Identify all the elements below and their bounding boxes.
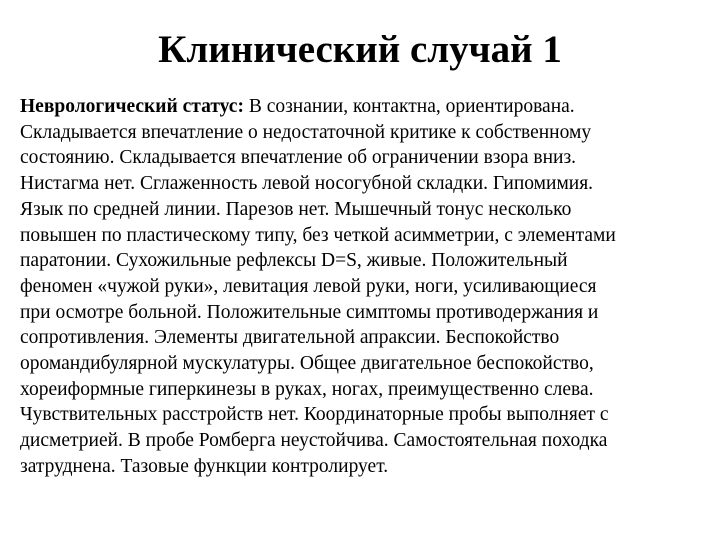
text-line: Чувствительных расстройств нет. Координаторные пробы выполняет с <box>20 404 609 426</box>
text-line: затруднена. Тазовые функции контролирует. <box>20 455 389 477</box>
text-line: Нистагма нет. Сглаженность левой носогубной складки. Гипомимия. <box>20 173 594 195</box>
neurological-status-paragraph <box>20 94 710 480</box>
text-line: феномен «чужой руки», левитация левой руки, ноги, усиливающиеся <box>20 275 597 297</box>
text-line: сопротивления. Элементы двигательной апраксии. Беспокойство <box>20 327 560 349</box>
text-line: дисметрией. В пробе Ромберга неустойчива. Самостоятельная походка <box>20 430 608 452</box>
text-line: Язык по средней линии. Парезов нет. Мышечный тонус несколько <box>20 198 572 220</box>
status-heading: Неврологический статус: <box>20 96 244 117</box>
text-line: оромандибулярной мускулатуры. Общее двигательное беспокойство, <box>20 353 594 375</box>
text-line-segment: В сознании, контактна, ориентирована. <box>243 96 575 117</box>
slide-title: Клинический случай 1 <box>158 28 562 71</box>
text-line: состоянию. Складывается впечатление об ограничении взора вниз. <box>20 147 577 169</box>
text-line: Складывается впечатление о недостаточной критике к собственному <box>20 121 592 143</box>
text-line: при осмотре больной. Положительные симптомы противодержания и <box>20 301 599 323</box>
text-line <box>20 94 710 120</box>
text-line: паратонии. Сухожильные рефлексы D=S, живые. Положительный <box>20 250 568 272</box>
text-line: повышен по пластическому типу, без четкой асимметрии, с элементами <box>20 224 616 246</box>
text-line: хореиформные гиперкинезы в руках, ногах, преимущественно слева. <box>20 378 594 400</box>
